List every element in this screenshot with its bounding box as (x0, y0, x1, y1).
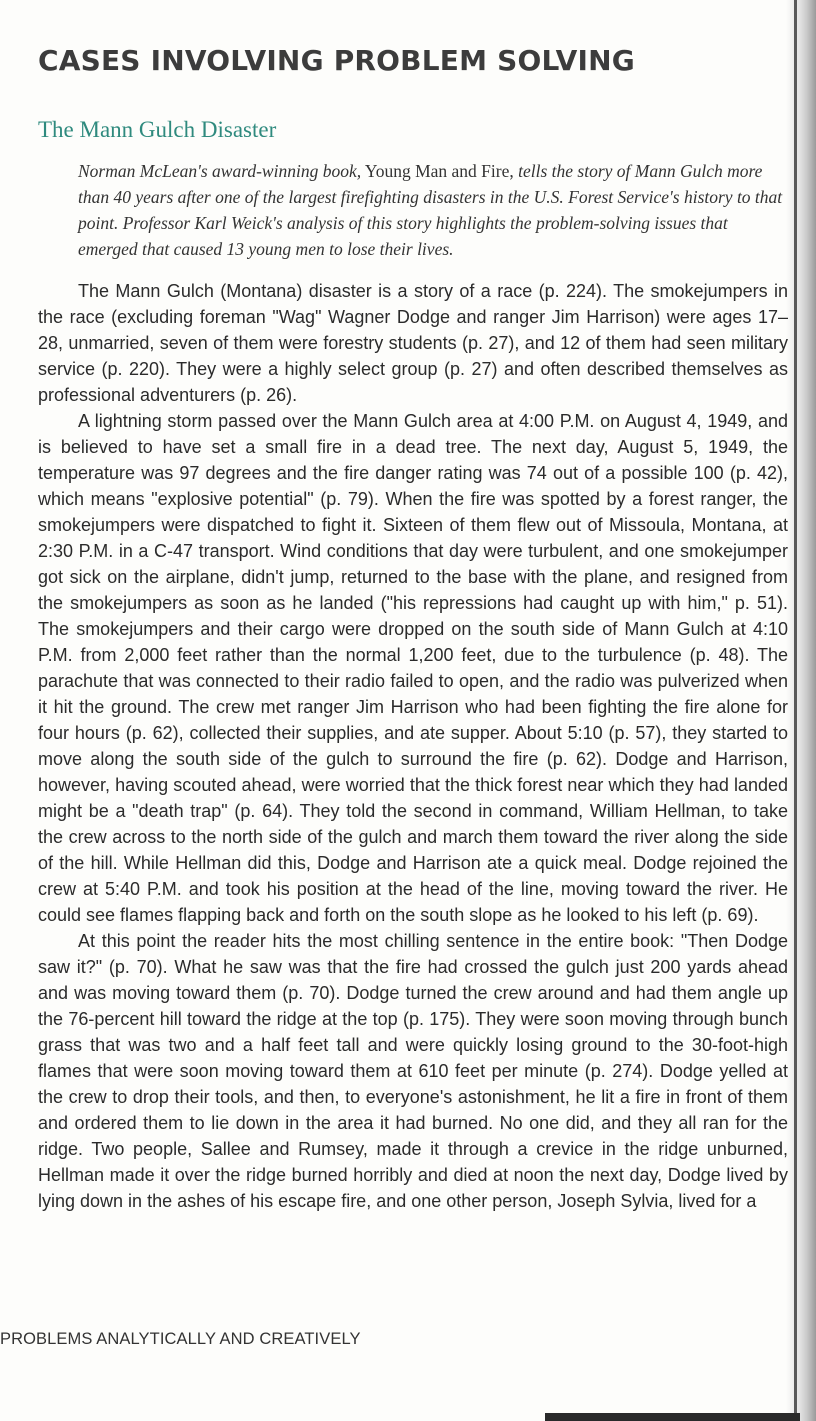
body-paragraph: A lightning storm passed over the Mann Gulch area at 4:00 P.M. on August 4, 1949, and is believed to have set a small fire in a dead tree. The next day, August 5, 1949, the temperature was 97 degrees and the fire danger rating was 74 out of a possible 100 (p. 42), which means "explosive potential" (p. 79). When the fire was spotted by a forest ranger, the smokejumpers were dispatched to fight it. Sixteen of them flew out of Missoula, Montana, at 2:30 P.M. in a C-47 transport. Wind conditions that day were turbulent, and one smokejumper got sick on the airplane, didn't jump, returned to the base with the plane, and resigned from the smokejumpers as soon as he landed ("his repressions had caught up with him," p. 51). The smokejumpers and their cargo were dropped on the south side of Mann Gulch at 4:10 P.M. from 2,000 feet rather than the normal 1,200 feet, due to the turbulence (p. 48). The parachute that was connected to their radio failed to open, and the radio was pulverized when it hit the ground. The crew met ranger Jim Harrison who had been fighting the fire alone for four hours (p. 62), collected their supplies, and ate supper. About 5:10 (p. 57), they started to move along the south side of the gulch to surround the fire (p. 62). Dodge and Harrison, however, having scouted ahead, were worried that the thick forest near which they had landed might be a "death trap" (p. 64). They told the second in command, William Hellman, to take the crew across to the north side of the gulch and march them toward the river along the side of the hill. While Hellman did this, Dodge and Harrison ate a quick meal. Dodge rejoined the crew at 5:40 P.M. and took his position at the head of the line, moving toward the river. He could see flames flapping back and forth on the south slope as he looked to his left (p. 69). (38, 411, 788, 925)
section-heading: CASES INVOLVING PROBLEM SOLVING (38, 44, 635, 77)
body-paragraph: The Mann Gulch (Montana) disaster is a story of a race (p. 224). The smokejumpers in the race (excluding foreman "Wag" Wagner Dodge and ranger Jim Harrison) were ages 17–28, unmarried, seven of them were forestry students (p. 27), and 12 of them had seen military service (p. 220). They were a highly select group (p. 27) and often described themselves as professional adventurers (p. 26). (38, 281, 788, 405)
intro-text-after: tells the story of Mann Gulch more than 40 years after one of the largest firefighting disasters in the U.S. Forest Service's history to that point. Professor Karl Weick's analysis of this story highlights the problem-solving issues that emerged that caused 13 young men to lose their lives. (78, 161, 783, 259)
case-title: The Mann Gulch Disaster (38, 117, 277, 142)
body-paragraph: At this point the reader hits the most chilling sentence in the entire book: "Then Dodge saw it?" (p. 70). What he saw was that the fire had crossed the gulch just 200 yards ahead and was moving toward them (p. 70). Dodge turned the crew around and had them angle up the 76-percent hill toward the ridge at the top (p. 175). They were soon moving through bunch grass that was two and a half feet tall and were quickly losing ground to the 30-foot-high flames that were soon moving toward them at 610 feet per minute (p. 274). Dodge yelled at the crew to drop their tools, and then, to everyone's astonishment, he lit a fire in front of them and ordered them to lie down in the area it had burned. No one did, and they all ran for the ridge. Two people, Sallee and Rumsey, made it through a crevice in the ridge unburned, Hellman made it over the ridge burned horribly and died at noon the next day, Dodge lived by lying down in the ashes of his escape fire, and one other person, Joseph Sylvia, lived for a (38, 931, 788, 1211)
intro-text-before: Norman McLean's award-winning book, (78, 161, 362, 181)
running-footer: PROBLEMS ANALYTICALLY AND CREATIVELY (0, 1330, 361, 1348)
intro-book-title: Young Man and Fire, (361, 161, 519, 181)
intro-summary (78, 158, 786, 262)
page-edge-shadow (786, 0, 816, 1421)
case-body (38, 278, 788, 1214)
page-binding-edge (794, 0, 797, 1421)
page-bottom-bar (545, 1413, 800, 1421)
